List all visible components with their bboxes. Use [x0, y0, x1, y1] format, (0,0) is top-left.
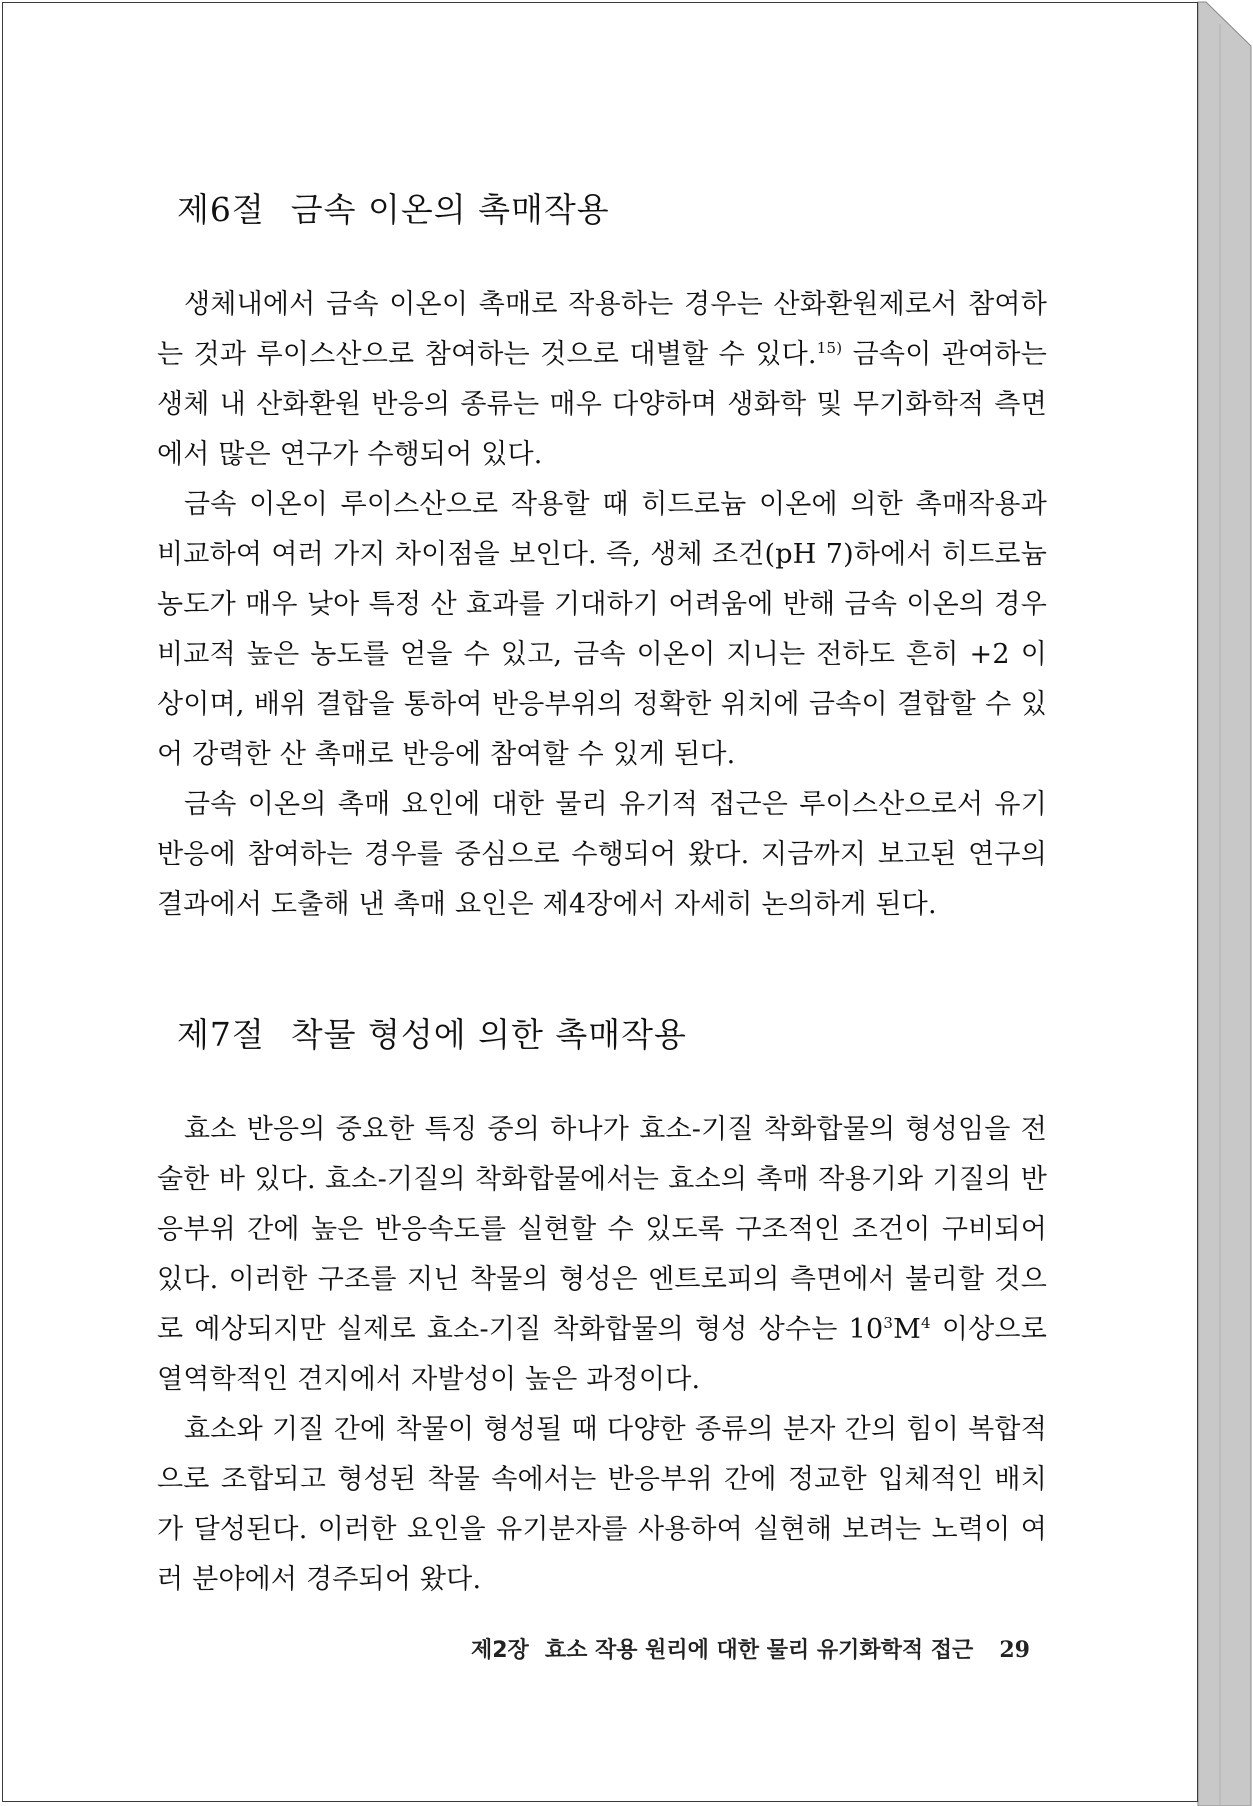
footnote-ref: 15) — [816, 339, 843, 357]
section-heading-6 — [177, 184, 610, 231]
page-number: 29 — [999, 1637, 1030, 1663]
section-body-7 — [157, 1105, 1047, 1605]
footer-title: 효소 작용 원리에 대한 물리 유기화학적 접근 — [544, 1638, 974, 1663]
page-stack-side — [1198, 2, 1251, 1806]
section-number: 제6절 — [177, 190, 265, 229]
paragraph-text: 이상으로 열역학적인 견지에서 자발성이 높은 과정이다. — [157, 1314, 1047, 1395]
superscript: 3 — [883, 1314, 894, 1332]
section-body-6 — [157, 280, 1047, 930]
section-number: 제7절 — [177, 1015, 265, 1054]
paragraph-text: 금속이 관여하는 생체 내 산화환원 반응의 종류는 매우 다양하며 생화학 및 무기화학적 측면에서 많은 연구가 수행되어 있다. — [157, 339, 1047, 470]
section-heading-7 — [177, 1009, 687, 1056]
paragraph: 금속 이온의 촉매 요인에 대한 물리 유기적 접근은 루이스산으로서 유기반응에 참여하는 경우를 중심으로 수행되어 왔다. 지금까지 보고된 연구의 결과에서 도출해 낸 촉매 요인은 제4장에서 자세히 논의하게 된다. — [157, 789, 1047, 920]
paragraph-text: 효소 반응의 중요한 특징 중의 하나가 효소-기질 착화합물의 형성임을 전술한 바 있다. 효소-기질의 착화합물에서는 효소의 촉매 작용기와 기질의 반응부위 간에 높은 반응속도를 실현할 수 있도록 구조적인 조건이 구비되어 있다. 이러한 구조를 지닌 착물의 형성은 엔트로피의 측면에서 불리할 것으로 예상되지만 실제로 효소-기질 착화합물의 형성 상수는 10 — [157, 1114, 1047, 1345]
running-footer — [471, 1633, 1030, 1664]
footer-chapter: 제2장 — [471, 1638, 529, 1663]
paragraph — [157, 1105, 1047, 1405]
paragraph — [157, 280, 1047, 480]
document-page — [2, 2, 1198, 1802]
paragraph-text: 생체내에서 금속 이온이 촉매로 작용하는 경우는 산화환원제로서 참여하는 것과 루이스산으로 참여하는 것으로 대별할 수 있다. — [157, 289, 1047, 370]
unit-text: M — [893, 1314, 921, 1345]
paragraph: 금속 이온이 루이스산으로 작용할 때 히드로늄 이온에 의한 촉매작용과 비교하여 여러 가지 차이점을 보인다. 즉, 생체 조건(pH 7)하에서 히드로늄 농도가 매우 낮아 특정 산 효과를 기대하기 어려움에 반해 금속 이온의 경우 비교적 높은 농도를 얻을 수 있고, 금속 이온이 지니는 전하도 흔히 +2 이상이며, 배위 결합을 통하여 반응부위의 정확한 위치에 금속이 결합할 수 있어 강력한 산 촉매로 반응에 참여할 수 있게 된다. — [157, 489, 1047, 770]
section-title-text: 금속 이온의 촉매작용 — [290, 190, 610, 229]
superscript: 4 — [921, 1314, 931, 1332]
section-title-text: 착물 형성에 의한 촉매작용 — [290, 1015, 687, 1054]
paragraph: 효소와 기질 간에 착물이 형성될 때 다양한 종류의 분자 간의 힘이 복합적으로 조합되고 형성된 착물 속에서는 반응부위 간에 정교한 입체적인 배치가 달성된다. 이러한 요인을 유기분자를 사용하여 실현해 보려는 노력이 여러 분야에서 경주되어 왔다. — [157, 1414, 1047, 1595]
